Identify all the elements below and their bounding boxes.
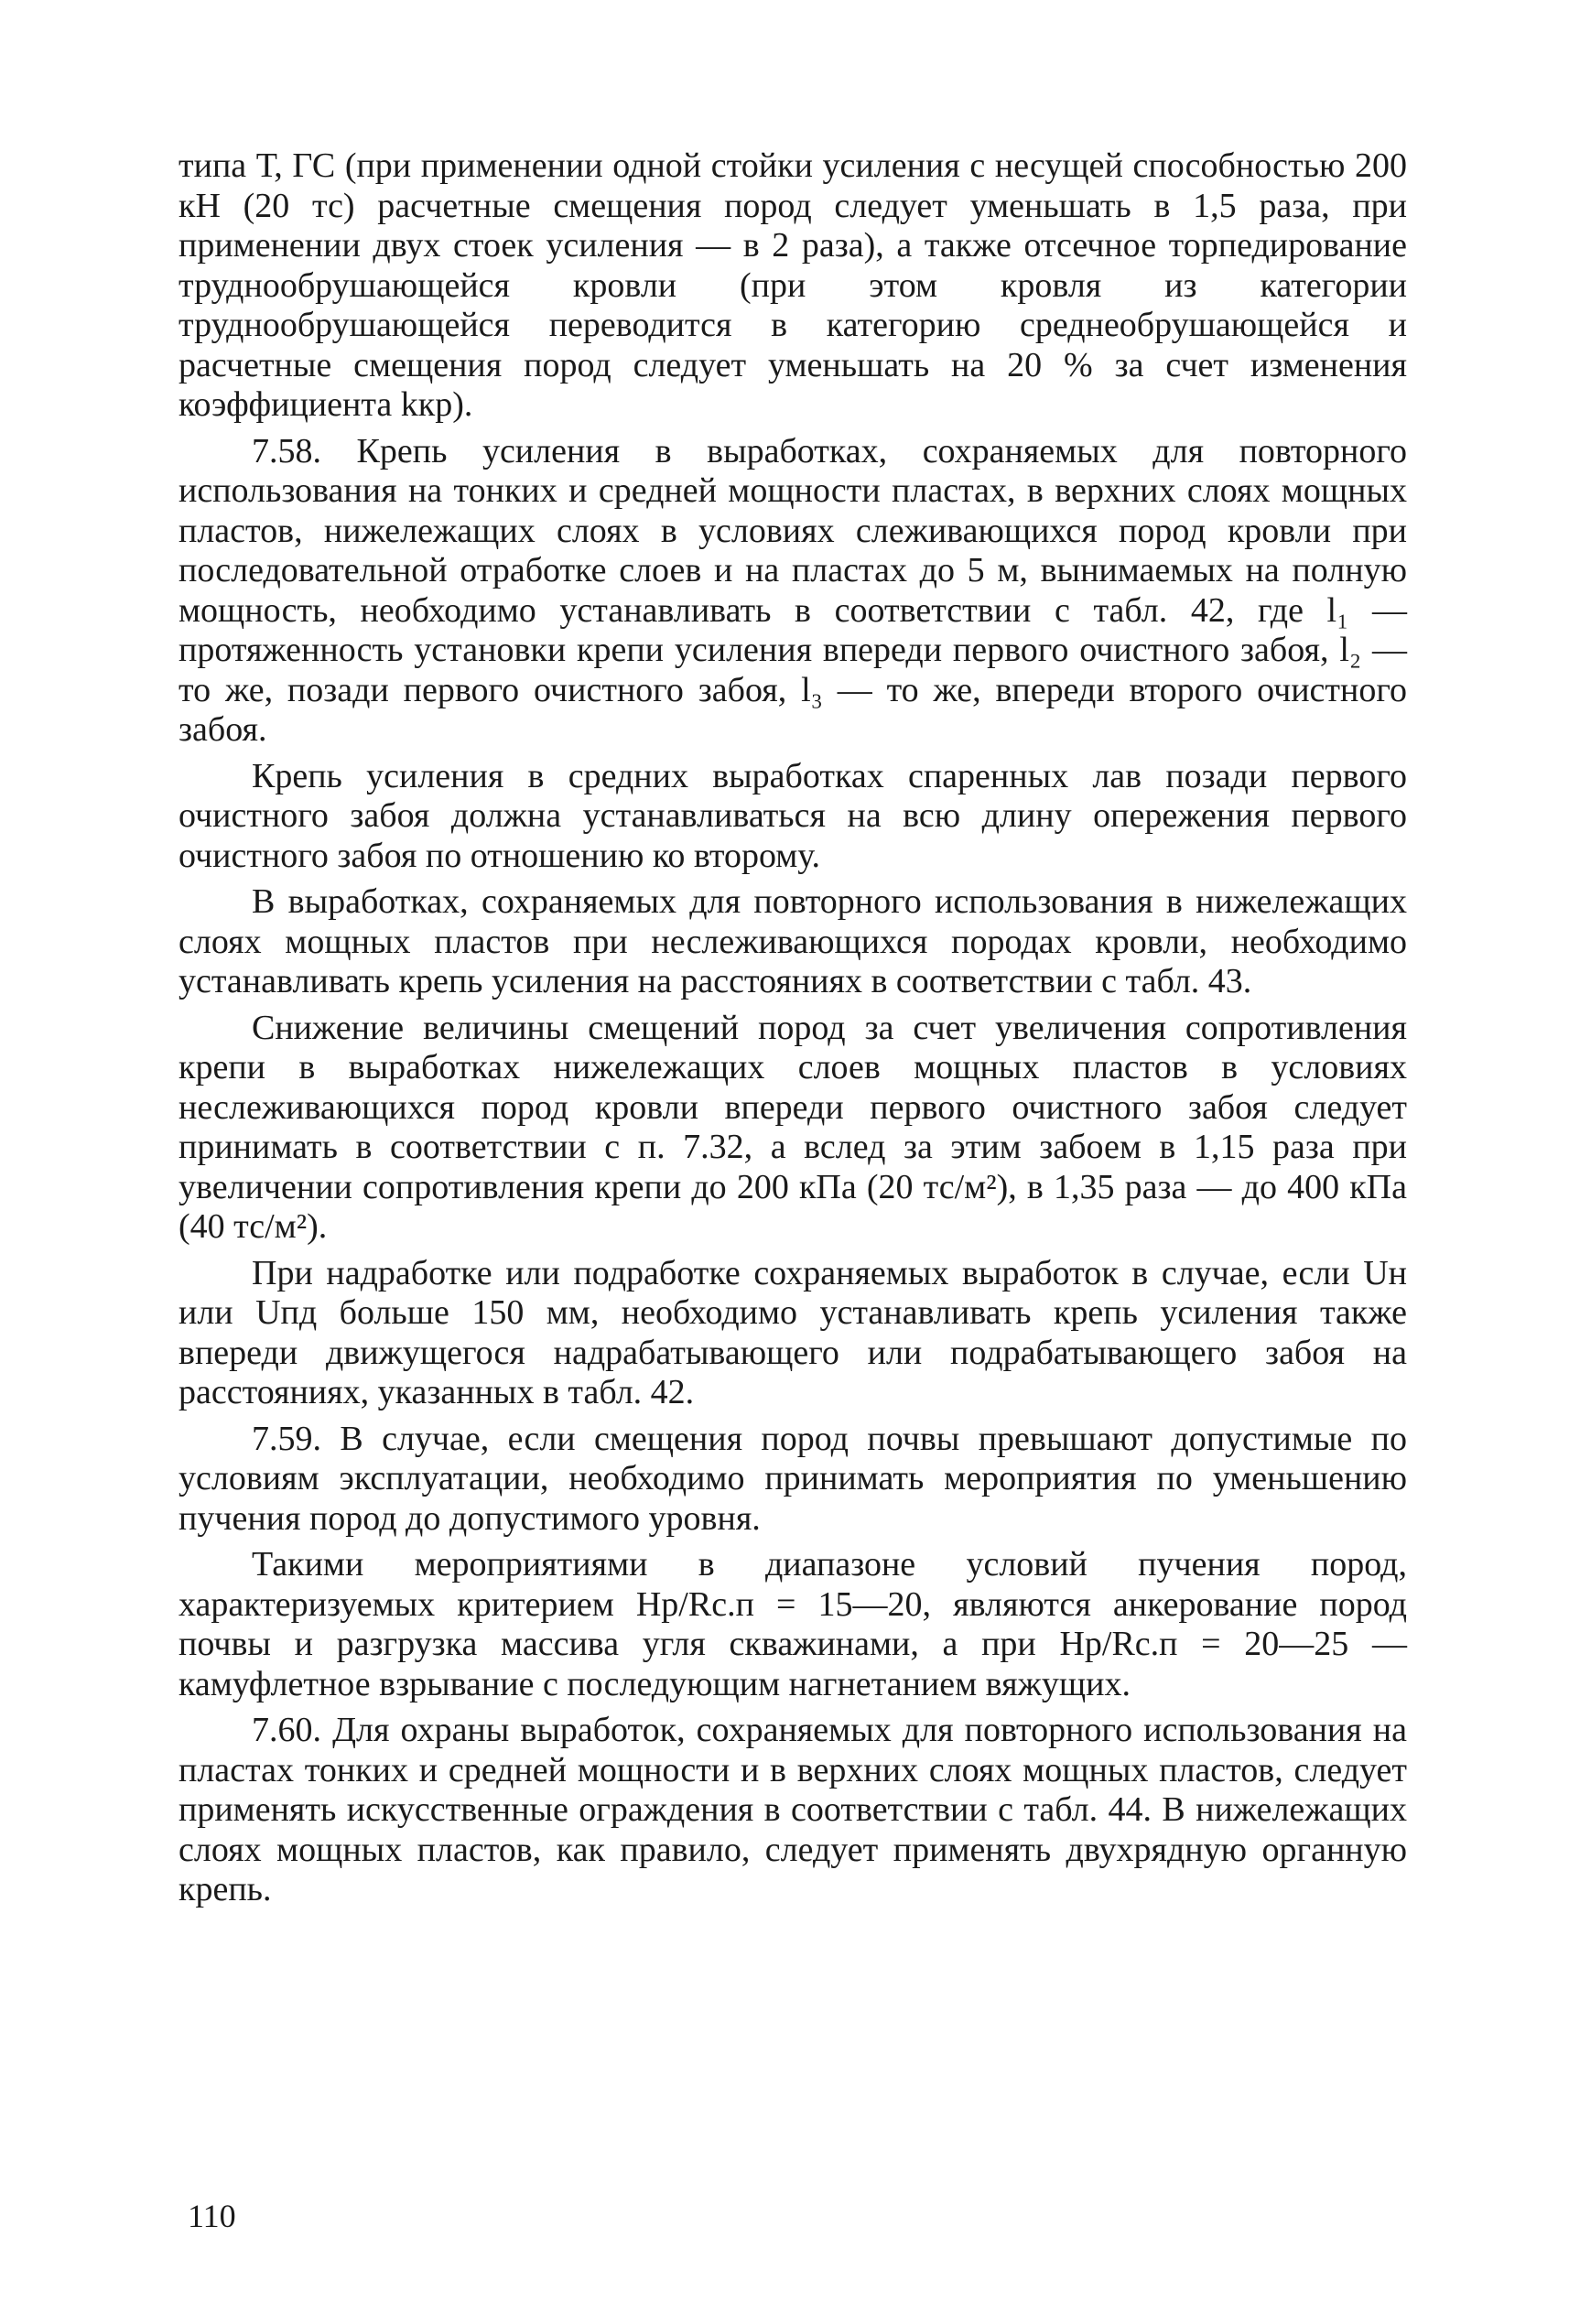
paragraph-4: В выработках, сохраняемых для повторного использования в нижележащих слоях мощных пластов при неслеживающихся породах кровли, необходимо устанавливать крепь усиления на расстояниях в соответствии с табл. 43. (179, 882, 1407, 1000)
paragraph-1: типа Т, ГС (при применении одной стойки усиления с несущей способностью 200 кН (20 тс) расчетные смещения пород следует уменьшать в 1,5 раза, при применении двух стоек усиления — в 2 раза), а также отсечное торпедирование труднообрушающейся кровли (при этом кровля из категории труднообрушающейся переводится в категорию среднеобрушающейся и расчетные смещения пород следует уменьшать на 20 % за счет изменения коэффициента kкр). (179, 146, 1407, 424)
paragraph-9-section-7-60: 7.60. Для охраны выработок, сохраняемых для повторного использования на пластах тонких и средней мощности и в верхних слоях мощных пластов, следует применять искусственные ограждения в соответствии с табл. 44. В нижележащих слоях мощных пластов, как правило, следует применять двухрядную органную крепь. (179, 1711, 1407, 1908)
paragraph-7-section-7-59: 7.59. В случае, если смещения пород почвы превышают допустимые по условиям эксплуатации, необходимо принимать мероприятия по уменьшению пучения пород до допустимого уровня. (179, 1419, 1407, 1538)
paragraph-2-section-7-58: 7.58. Крепь усиления в выработках, сохраняемых для повторного использования на тонких и средней мощности пластах, в верхних слоях мощных пластов, нижележащих слоях в условиях слеживающихся пород кровли при последовательной отработке слоев и на пластах до 5 м, вынимаемых на полную мощность, необходимо устанавливать в соответствии с табл. 42, где l₁ — протяженность установки крепи усиления впереди первого очистного забоя, l₂ — то же, позади первого очистного забоя, l₃ — то же, впереди второго очистного забоя. (179, 431, 1407, 749)
page-number: 110 (188, 2198, 236, 2234)
paragraph-6: При надработке или подработке сохраняемых выработок в случае, если Uн или Uпд больше 150 мм, необходимо устанавливать крепь усиления также впереди движущегося надрабатывающего или подрабатывающего забоя на расстояниях, указанных в табл. 42. (179, 1253, 1407, 1411)
paragraph-5: Снижение величины смещений пород за счет увеличения сопротивления крепи в выработках нижележащих слоев мощных пластов в условиях неслеживающихся пород кровли впереди первого очистного забоя следует принимать в соответствии с п. 7.32, а вслед за этим забоем в 1,15 раза при увеличении сопротивления крепи до 200 кПа (20 тс/м²), в 1,35 раза — до 400 кПа (40 тс/м²). (179, 1008, 1407, 1246)
paragraph-3: Крепь усиления в средних выработках спаренных лав позади первого очистного забоя должна устанавливаться на всю длину опережения первого очистного забоя по отношению ко второму. (179, 756, 1407, 875)
page-body (179, 146, 1407, 1910)
paragraph-8: Такими мероприятиями в диапазоне условий пучения пород, характеризуемых критерием Hр/Rс.п = 15—20, являются анкерование пород почвы и разгрузка массива угля скважинами, а при Hр/Rс.п = 20—25 — камуфлетное взрывание с последующим нагнетанием вяжущих. (179, 1545, 1407, 1703)
